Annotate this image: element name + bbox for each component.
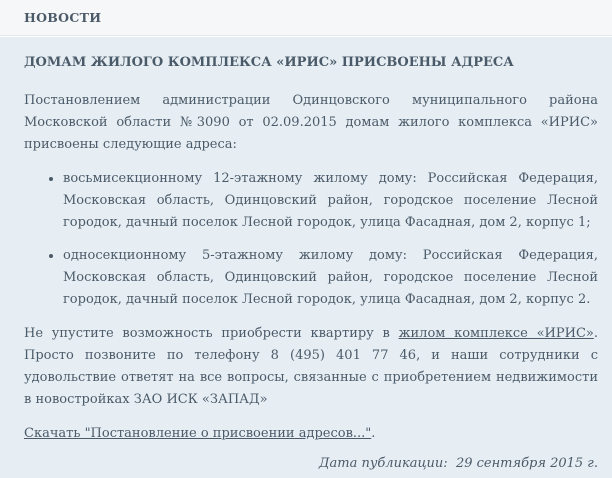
article-intro: Постановлением администрации Одинцовского муниципального района Московской области №3090 от 02.09.2015 домам жилого комплекса «ИРИС» присвоены следующие адреса: — [24, 93, 598, 152]
complex-link[interactable]: жилом комплексе «ИРИС» — [398, 326, 594, 341]
article-title: ДОМАМ ЖИЛОГО КОМПЛЕКСА «ИРИС» ПРИСВОЕНЫ АДРЕСА — [24, 55, 514, 70]
news-article — [0, 37, 612, 478]
pub-date: 29 сентября 2015 г. — [455, 456, 598, 471]
call-to-action — [24, 323, 598, 411]
download-link[interactable]: Скачать "Постановление о присвоении адресов..." — [24, 426, 372, 441]
cta-text-before: Не упустите возможность приобрести квартиру в — [24, 326, 399, 341]
address-list — [24, 168, 598, 311]
cta-text-after: . Просто позвоните по телефону 8 (495) 401 77 46, и наши сотрудники с удовольствие ответят на все вопросы, связанные с приобретением недвижимости в новостройках ЗАО ИСК «ЗАПАД» — [24, 326, 598, 407]
download-suffix: . — [371, 426, 376, 441]
list-item: • восьмисекционному 12-этажному жилому дому: Российская Федерация, Московская область, Одинцовский район, городское поселение Лесной городок, дачный поселок Лесной городок, улица Фасадная, дом 2, корпус 1; — [63, 168, 598, 234]
download-row — [24, 423, 598, 445]
publication-date — [24, 453, 598, 475]
section-title: НОВОСТИ — [24, 10, 102, 25]
news-header — [0, 0, 612, 36]
pub-label: Дата публикации: — [318, 456, 448, 471]
list-item: • односекционному 5-этажному жилому дому: Российская Федерация, Московская область, Одинцовский район, городское поселение Лесной городок, дачный поселок Лесной городок, улица Фасадная, дом 2, корпус 2. — [63, 245, 598, 311]
